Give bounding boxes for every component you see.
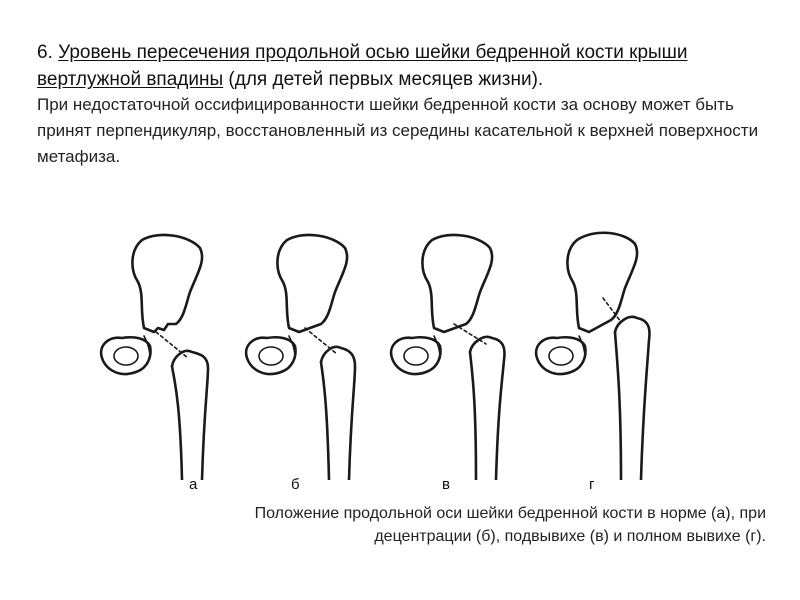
hip-joint-illustration: [80, 220, 700, 480]
ischium-outline: [246, 337, 295, 374]
figure-label-g: г: [589, 476, 595, 493]
figure-label-v: в: [442, 476, 450, 493]
femur-medial: [321, 362, 329, 480]
femur-medial: [172, 366, 182, 480]
acetabulum-edge: [579, 336, 585, 358]
femur-medial: [615, 332, 621, 480]
slide-heading: [37, 39, 777, 93]
pelvis-outline: [132, 235, 202, 332]
heading-number: 6.: [37, 42, 59, 63]
femur-medial: [470, 352, 476, 480]
acetabulum-edge: [144, 336, 150, 358]
figure-caption: Положение продольной оси шейки бедренной кости в норме (а), при децентрации (б), подвывихе (в) и полном вывихе (г).: [254, 505, 766, 545]
obturator-foramen: [114, 347, 138, 365]
femoral-neck-axis: [454, 324, 486, 344]
body-paragraph: При недостаточной оссифицированности шейки бедренной кости за основу может быть принят перпендикуляр, восстановленный из середины касательной к верхней поверхности метафиза.: [37, 95, 759, 166]
heading-rest: (для детей первых месяцев жизни).: [223, 69, 544, 90]
ischium-outline: [536, 337, 585, 374]
hip-panel-v: [391, 235, 504, 480]
hip-panel-a: [101, 235, 208, 480]
obturator-foramen: [549, 347, 573, 365]
ischium-outline: [101, 337, 150, 374]
obturator-foramen: [259, 347, 283, 365]
acetabulum-edge: [289, 336, 295, 358]
femoral-neck-axis: [305, 328, 337, 354]
figure-label-a: а: [189, 476, 198, 493]
femur-head-neck: [172, 351, 208, 480]
femoral-neck-axis: [156, 332, 188, 358]
heading-underlined: Уровень пересечения продольной осью шейки бедренной кости крыши вертлужной впадины: [37, 42, 688, 90]
pelvis-outline: [277, 235, 347, 332]
figure-label-b: б: [291, 476, 300, 493]
hip-panel-g: [536, 233, 649, 480]
obturator-foramen: [404, 347, 428, 365]
ischium-outline: [391, 337, 440, 374]
hip-panel-b: [246, 235, 355, 480]
acetabulum-edge: [434, 336, 440, 358]
pelvis-outline: [422, 235, 492, 332]
